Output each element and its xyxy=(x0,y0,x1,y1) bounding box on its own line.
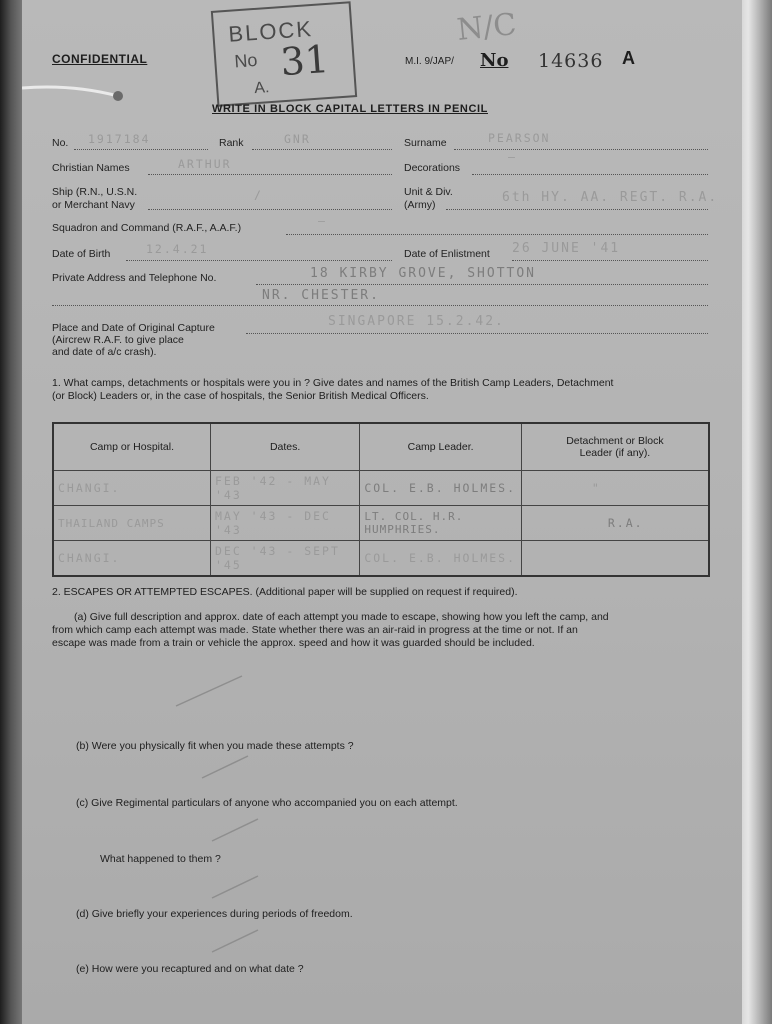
stamp-line3: A. xyxy=(253,79,271,98)
form-code: M.I. 9/JAP/ xyxy=(405,56,454,67)
question-2e: (e) How were you recaptured and on what date ? xyxy=(76,963,304,975)
squadron-value: — xyxy=(318,214,327,228)
christian-names-label: Christian Names xyxy=(52,162,130,174)
surname-label: Surname xyxy=(404,137,447,149)
col-header-detachment-leader: Detachment or Block Leader (if any). xyxy=(521,423,709,471)
question-1-line2: (or Block) Leaders or, in the case of hospitals, the Senior British Medical Officers. xyxy=(52,390,429,402)
rank-label: Rank xyxy=(219,137,244,149)
date-of-birth-label: Date of Birth xyxy=(52,248,111,260)
camps-table xyxy=(52,422,710,577)
form-sheet xyxy=(22,0,742,1024)
ship-label-line2: or Merchant Navy xyxy=(52,199,135,211)
table-cell: MAY '43 - DEC '43 xyxy=(210,506,359,541)
table-cell: CHANGI. xyxy=(53,471,210,506)
binding-string xyxy=(22,78,140,108)
pencil-strike-mark xyxy=(208,872,268,902)
date-of-birth-value: 12.4.21 xyxy=(146,242,209,256)
table-cell: COL. E.B. HOLMES. xyxy=(360,471,522,506)
no-value: 1917184 xyxy=(88,132,151,146)
question-2a-line3: escape was made from a train or vehicle the approx. speed and how it was guarded should be included. xyxy=(52,637,535,649)
unit-label-line1: Unit & Div. xyxy=(404,186,453,198)
table-cell: LT. COL. H.R. HUMPHRIES. xyxy=(360,506,522,541)
ship-value: / xyxy=(254,188,263,202)
capture-value: SINGAPORE 15.2.42. xyxy=(328,314,505,329)
question-1-line1: 1. What camps, detachments or hospitals were you in ? Give dates and names of the British Camp Leaders, Detachment xyxy=(52,377,614,389)
table-cell: COL. E.B. HOLMES. xyxy=(360,541,522,577)
col-header-camp: Camp or Hospital. xyxy=(53,423,210,471)
table-cell: FEB '42 - MAY '43 xyxy=(210,471,359,506)
table-cell xyxy=(521,541,709,577)
block-stamp xyxy=(211,1,357,107)
squadron-label: Squadron and Command (R.A.F., A.A.F.) xyxy=(52,222,242,234)
christian-names-value: ARTHUR xyxy=(178,157,232,171)
table-cell: CHANGI. xyxy=(53,541,210,577)
stamp-number: 31 xyxy=(279,36,331,85)
stamp-line2: No xyxy=(233,49,259,72)
unit-label-line2: (Army) xyxy=(404,199,436,211)
stamp-line1: BLOCK xyxy=(227,15,314,47)
table-row xyxy=(53,471,709,506)
pencil-strike-mark xyxy=(198,752,258,782)
question-2a-line2: from which camp each attempt was made. State whether there was an air-raid in progress at the time or not. If an xyxy=(52,624,578,636)
table-row xyxy=(53,506,709,541)
question-2d: (d) Give briefly your experiences during periods of freedom. xyxy=(76,908,353,920)
no-label: No. xyxy=(52,137,69,149)
question-2c-followup: What happened to them ? xyxy=(100,853,221,865)
handwritten-annotation: N/C xyxy=(455,6,518,49)
table-header-row xyxy=(53,423,709,471)
serial-suffix: A xyxy=(622,48,635,68)
instruction-heading: WRITE IN BLOCK CAPITAL LETTERS IN PENCIL xyxy=(212,103,488,115)
ship-label-line1: Ship (R.N., U.S.N. xyxy=(52,186,138,198)
confidential-heading: CONFIDENTIAL xyxy=(52,52,148,66)
address-value-line1: 18 KIRBY GROVE, SHOTTON xyxy=(310,266,537,281)
question-2c: (c) Give Regimental particulars of anyone who accompanied you on each attempt. xyxy=(76,797,458,809)
capture-label-line2: (Aircrew R.A.F. to give place xyxy=(52,334,184,346)
table-row xyxy=(53,541,709,577)
col-header-camp-leader: Camp Leader. xyxy=(360,423,522,471)
question-2b: (b) Were you physically fit when you made these attempts ? xyxy=(76,740,354,752)
pencil-strike-mark xyxy=(208,926,268,956)
pencil-strike-mark xyxy=(172,670,252,710)
decorations-label: Decorations xyxy=(404,162,461,174)
pencil-strike-mark xyxy=(208,815,268,845)
capture-label-line3: and date of a/c crash). xyxy=(52,346,157,358)
question-2-title: 2. ESCAPES OR ATTEMPTED ESCAPES. (Additional paper will be supplied on request if required). xyxy=(52,586,518,598)
col-header-dates: Dates. xyxy=(210,423,359,471)
number-label: No xyxy=(480,50,509,71)
question-2a-line1: (a) Give full description and approx. date of each attempt you made to escape, showing how you left the camp, and xyxy=(74,611,609,623)
table-cell: DEC '43 - SEPT '45 xyxy=(210,541,359,577)
unit-value: 6th HY. AA. REGT. R.A. xyxy=(502,190,719,205)
serial-number: 14636 xyxy=(538,50,604,72)
enlistment-label: Date of Enlistment xyxy=(404,248,490,260)
address-label: Private Address and Telephone No. xyxy=(52,272,217,284)
surname-value: PEARSON xyxy=(488,131,551,145)
decorations-value: — xyxy=(508,150,517,164)
table-cell: THAILAND CAMPS xyxy=(53,506,210,541)
table-cell: " xyxy=(521,471,709,506)
table-cell: R.A. xyxy=(521,506,709,541)
capture-label-line1: Place and Date of Original Capture xyxy=(52,322,215,334)
enlistment-value: 26 JUNE '41 xyxy=(512,241,621,256)
rank-value: GNR xyxy=(284,132,311,146)
stacked-pages-right xyxy=(738,0,772,1024)
address-value-line2: NR. CHESTER. xyxy=(262,288,380,303)
